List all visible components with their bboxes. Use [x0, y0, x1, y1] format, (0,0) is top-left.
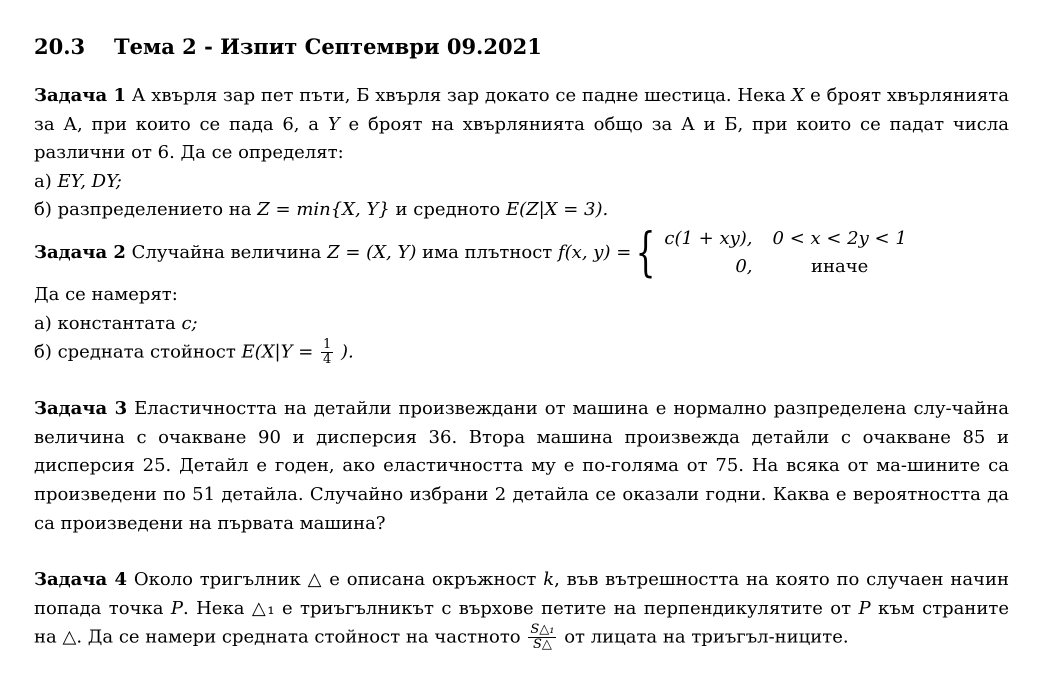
piecewise-cases	[664, 226, 906, 280]
var-p: P	[170, 597, 183, 619]
math-expression: f(x, y) =	[558, 242, 632, 264]
task-1-text: е броят хвърлянията за А, при които се пада 6, а	[34, 85, 1009, 135]
math-expression: c;	[181, 312, 198, 334]
math-expression: Z = (X, Y)	[327, 242, 417, 264]
case-2-condition: иначе	[811, 255, 869, 277]
fraction	[528, 623, 556, 652]
var-x: X	[791, 85, 805, 106]
case-1-condition: 0 < x < 2y < 1	[772, 227, 907, 249]
task-4-label: Задача 4	[34, 569, 128, 591]
fraction-numerator: S△₁	[530, 622, 555, 638]
task-1-item-a	[34, 168, 1009, 197]
task-3-label: Задача 3	[34, 398, 128, 420]
var-y: Y	[327, 113, 340, 135]
var-k: k	[543, 569, 555, 591]
task-4-text: . Нека	[182, 597, 245, 619]
task-4-text: , във вътрешността на която по случаен начин попада точка	[34, 569, 1009, 619]
fraction-denominator: S△	[532, 637, 552, 653]
task-2-label: Задача 2	[34, 242, 126, 264]
spacer	[34, 367, 1009, 395]
task-1-label: Задача 1	[34, 85, 126, 106]
task-2-text: има плътност	[422, 242, 553, 264]
task-1	[34, 82, 1009, 168]
spacer	[34, 538, 1009, 566]
task-2-find: Да се намерят:	[34, 283, 178, 305]
triangle-symbol: △	[307, 569, 323, 591]
task-4-text: към страните на	[34, 597, 1010, 648]
math-expression: E(X|Y =	[241, 341, 314, 363]
item-marker: а)	[34, 170, 52, 192]
section-number: 20.3	[34, 34, 86, 59]
item-text: а) константата	[34, 312, 176, 334]
section-heading	[34, 32, 1009, 62]
task-2-statement	[34, 222, 1009, 283]
task-4	[34, 566, 1009, 652]
task-1-text: е броят на хвърлянията общо за А и Б, при които се падат числа различни от 6. Да се определят:	[34, 113, 1009, 164]
task-1-text: А хвърля зар пет пъти, Б хвърля зар докато се падне шестица. Нека	[131, 85, 786, 106]
task-2-text: Случайна величина	[131, 242, 322, 264]
fraction-numerator: 1	[323, 337, 332, 353]
math-expression: Z = min{X, Y}	[257, 199, 390, 221]
task-2-item-b	[34, 338, 1009, 367]
brace-symbol: {	[635, 222, 656, 283]
task-3	[34, 395, 1009, 538]
var-p: P	[858, 597, 871, 619]
fraction	[321, 338, 333, 367]
math-expression: E(Z|X = 3).	[505, 199, 609, 221]
task-4-text: от лицата на триъгъл-ниците.	[564, 626, 849, 648]
document-page	[34, 32, 1009, 653]
task-4-text: е описана окръжност	[329, 569, 537, 591]
task-4-text: е триъгълникът с върхове петите на перпендикулятите от	[281, 597, 852, 619]
triangle-symbol: △	[62, 626, 77, 648]
task-4-text: . Да се намери средната стойност на частното	[76, 626, 521, 648]
item-text: б) средната стойност	[34, 341, 236, 363]
item-text: и средното	[395, 199, 501, 221]
math-expression: EY, DY;	[57, 170, 122, 192]
task-2-item-a	[34, 310, 1009, 339]
triangle-symbol: △₁	[251, 597, 275, 619]
task-3-text: Еластичността на детайли произвеждани от машина е нормално разпределена слу-чайна величина с очакване 90 и дисперсия 36. Втора машина произвежда детайли с очакване 85 и дисперсия 25. Детайл е годен, ако еластичността му е по-голяма от 75. На всяка от ма-шините са произведени по 51 детайла. Случайно избрани 2 детайла се оказали годни. Каква е вероятността да са произведени на първата машина?	[34, 398, 1009, 534]
task-1-item-b	[34, 196, 1009, 225]
section-title: Тема 2 - Изпит Септември 09.2021	[114, 34, 542, 59]
task-4-text: Около тригълник	[133, 569, 301, 591]
fraction-denominator: 4	[323, 352, 332, 368]
case-1-expression: c(1 + xy),	[664, 227, 753, 249]
case-2-expression: 0,	[735, 255, 753, 277]
math-expression: ).	[341, 341, 354, 363]
item-text: б) разпределението на	[34, 199, 252, 221]
